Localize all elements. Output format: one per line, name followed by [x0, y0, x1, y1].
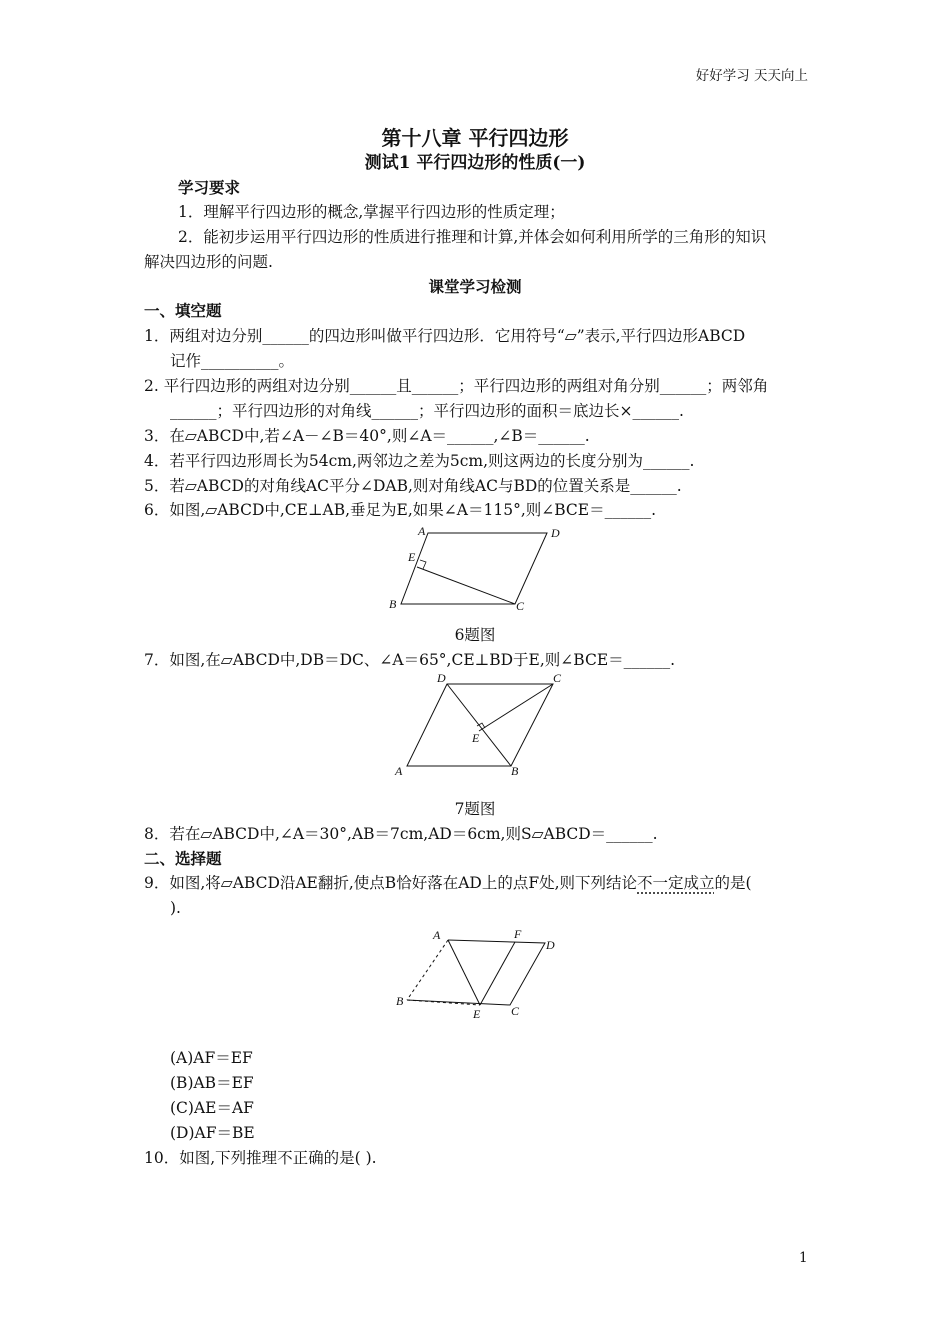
chapter-title: 第十八章 平行四边形 [381, 126, 569, 150]
question-9-line-2: ). [170, 899, 181, 917]
requirement-2-line-2: 解决四边形的问题. [144, 253, 273, 271]
question-9-line-1 [144, 873, 752, 893]
question-7: 7．如图,在▱ABCD中,DB＝DC、∠A＝65°,CE⊥BD于E,则∠BCE＝______. [144, 651, 676, 669]
option-a: (A)AF＝EF [170, 1049, 253, 1067]
question-2-line-2: ______；平行四边形的对角线______；平行四边形的面积＝底边长×______. [170, 402, 684, 420]
part2-heading: 二、选择题 [144, 849, 222, 868]
fig6-label-c: C [516, 599, 525, 613]
fig9-label-e: E [473, 1007, 481, 1021]
part1-heading: 一、填空题 [144, 301, 222, 320]
page-header: 好好学习 天天向上 [695, 68, 808, 84]
requirement-2-line-1: 2．能初步运用平行四边形的性质进行推理和计算,并体会如何利用所学的三角形的知识 [178, 228, 767, 246]
requirement-1: 1．理解平行四边形的概念,掌握平行四边形的性质定理； [178, 203, 565, 221]
question-3: 3．在▱ABCD中,若∠A－∠B＝40°,则∠A＝______,∠B＝______. [144, 427, 590, 445]
fig6-label-b: B [389, 597, 397, 611]
page-number: 1 [799, 1250, 808, 1266]
fig9-label-d: D [546, 938, 555, 952]
figure-9-folded-parallelogram [390, 925, 570, 1023]
option-d: (D)AF＝BE [170, 1124, 255, 1142]
section-heading: 课堂学习检测 [428, 277, 522, 296]
question-9-text-b: 的是( [714, 874, 752, 892]
fig7-label-c: C [553, 671, 562, 685]
question-4: 4．若平行四边形周长为54cm,两邻边之差为5cm,则这两边的长度分别为______. [144, 452, 695, 470]
fig6-label-e: E [408, 550, 416, 564]
fig9-label-b: B [396, 994, 404, 1008]
requirements-heading: 学习要求 [178, 178, 241, 197]
fig7-label-e: E [472, 731, 480, 745]
question-2-line-1: 2. 平行四边形的两组对边分别______且______；平行四边形的两组对角分别______；两邻角 [144, 377, 769, 395]
question-6: 6．如图,▱ABCD中,CE⊥AB,垂足为E,如果∠A＝115°,则∠BCE＝______. [144, 501, 657, 519]
option-b: (B)AB＝EF [170, 1074, 254, 1092]
fig9-label-a: A [433, 928, 441, 942]
question-5: 5．若▱ABCD的对角线AC平分∠DAB,则对角线AC与BD的位置关系是______. [144, 477, 682, 495]
fig7-label-b: B [511, 764, 519, 778]
question-1-line-1: 1．两组对边分别______的四边形叫做平行四边形．它用符号“▱”表示,平行四边形ABCD [144, 327, 746, 345]
figure-7-parallelogram [385, 668, 575, 780]
question-10: 10．如图,下列推理不正确的是( ). [144, 1149, 377, 1167]
option-c: (C)AE＝AF [170, 1099, 254, 1117]
question-1-line-2: 记作__________。 [170, 352, 295, 370]
question-8: 8．若在▱ABCD中,∠A＝30°,AB＝7cm,AD＝6cm,则S▱ABCD＝______. [144, 825, 658, 843]
fig7-label-a: A [395, 764, 403, 778]
fig7-label-d: D [437, 671, 446, 685]
fig9-label-c: C [511, 1004, 520, 1018]
test-title: 测试1 平行四边形的性质(一) [364, 153, 586, 173]
figure-6-caption: 6题图 [454, 626, 496, 644]
question-9-emphasis: 不一定成立 [637, 874, 715, 892]
question-9-text-a: 9．如图,将▱ABCD沿AE翻折,使点B恰好落在AD上的点F处,则下列结论 [144, 874, 637, 892]
fig6-label-a: A [418, 524, 426, 538]
figure-6-parallelogram [380, 522, 570, 617]
fig6-label-d: D [551, 526, 560, 540]
fig9-label-f: F [514, 927, 522, 941]
figure-7-caption: 7题图 [454, 800, 496, 818]
